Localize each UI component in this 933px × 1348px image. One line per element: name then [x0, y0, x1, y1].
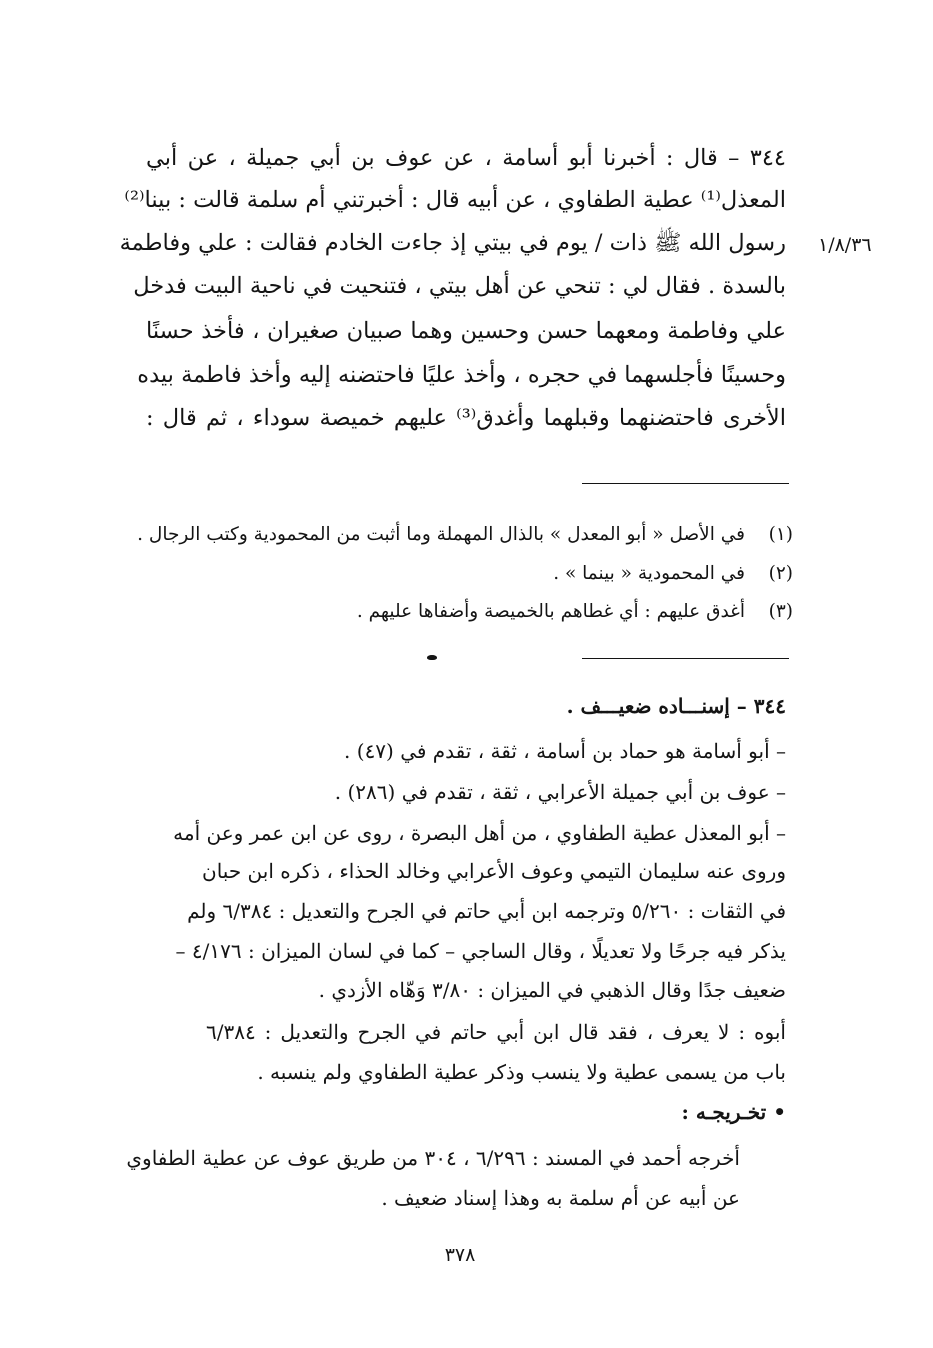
ink-mark	[427, 655, 437, 660]
main-text-line-5: علي وفاطمة ومعهما حسن وحسين وهما صبيان صغيران ، فأخذ حسنًا	[146, 318, 786, 344]
takhrij-line-1: أخرجه أحمد في المسند : ٦/٢٩٦ ، ٣٠٤ من طريق عوف عن عطية الطفاوي	[126, 1146, 740, 1170]
main-text-line-3: رسول الله ﷺ ذات / يوم في بيتي إذ جاءت الخادم فقالت : علي وفاطمة	[119, 230, 786, 256]
footnote-text: في المحمودية « بينما » .	[553, 563, 745, 584]
commentary-line-3: – أبو المعذل عطية الطفاوي ، من أهل البصرة ، روى عن ابن عمر وعن أمه	[173, 821, 786, 845]
footnote-2	[93, 556, 793, 592]
main-text-line-4: بالسدة . فقال لي : تنحي عن أهل بيتي ، فتنحيت في ناحية البيت فدخل	[133, 273, 786, 299]
takhrij-heading: • تخـريجـه :	[681, 1100, 786, 1124]
commentary-line-4: وروى عنه سليمان التيمي وعوف الأعرابي وخالد الحذاء ، ذكره ابن حبان	[202, 859, 786, 883]
main-text-line-6: وحسينًا فأجلسهما في حجره ، وأخذ عليًا فاحتضنه إليه وأخذ فاطمة بيده	[137, 362, 786, 388]
footnote-separator	[582, 483, 789, 484]
footnote-number: (٣)	[768, 601, 793, 622]
footnote-3	[93, 594, 793, 630]
page-number: ٣٧٨	[444, 1244, 476, 1266]
main-text-line-1: ٣٤٤ – قال : أخبرنا أبو أسامة ، عن عوف بن أبي جميلة ، عن أبي	[146, 145, 786, 171]
footnote-text: أغدق عليهم : أي غطاهم بالخميصة وأضفاها عليهم .	[356, 601, 745, 622]
main-text-line-7: الأخرى فاحتضنهما وقبلهما وأغدق⁽³⁾ عليهم خميصة سوداء ، ثم قال :	[146, 405, 786, 431]
commentary-line-6: يذكر فيه جرحًا ولا تعديلًا ، وقال الساجي – كما في لسان الميزان : ٤/١٧٦ –	[175, 939, 786, 963]
footnote-number: (١)	[768, 524, 793, 545]
footnote-1	[93, 517, 793, 553]
commentary-line-8: أبوه : لا يعرف ، فقد قال ابن أبي حاتم في الجرح والتعديل : ٦/٣٨٤	[206, 1020, 786, 1044]
footnote-text: في الأصل « أبو المعدل » بالذال المهملة وما أثبت من المحمودية وكتب الرجال .	[137, 524, 745, 545]
commentary-separator	[582, 658, 789, 659]
commentary-line-1: – أبو أسامة هو حماد بن أسامة ، ثقة ، تقدم في (٤٧) .	[344, 739, 786, 763]
takhrij-line-2: عن أبيه عن أم سلمة به وهذا إسناد ضعيف .	[381, 1186, 740, 1210]
commentary-heading: ٣٤٤ – إسنـــاده ضعيـــف .	[566, 694, 786, 718]
footnote-number: (٢)	[768, 563, 793, 584]
commentary-line-9: باب من يسمى عطية ولا ينسب وذكر عطية الطفاوي ولم ينسبه .	[257, 1060, 786, 1084]
commentary-line-2: – عوف بن أبي جميلة الأعرابي ، ثقة ، تقدم في (٢٨٦) .	[334, 780, 786, 804]
commentary-line-7: ضعيف جدًا وقال الذهبي في الميزان : ٣/٨٠ وَهّاه الأزدي .	[318, 978, 786, 1002]
commentary-line-5: في الثقات : ٥/٢٦٠ وترجمه ابن أبي حاتم في الجرح والتعديل : ٦/٣٨٤ ولم	[187, 899, 786, 923]
main-text-line-2: المعذل⁽¹⁾ عطية الطفاوي ، عن أبيه قال : أخبرتني أم سلمة قالت : بينا⁽²⁾	[124, 187, 786, 213]
margin-reference: ١/٨/٣٦	[818, 234, 872, 256]
